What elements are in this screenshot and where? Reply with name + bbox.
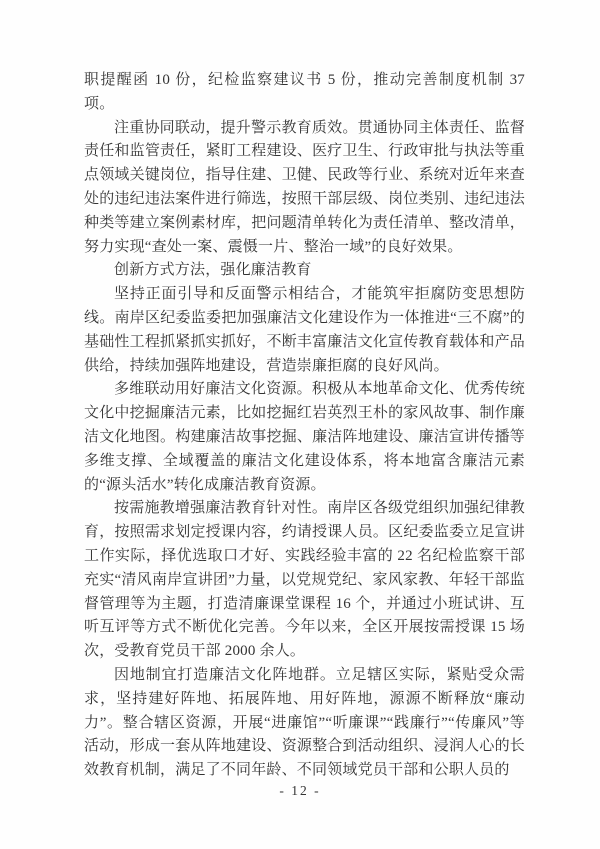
page-number: - 12 -: [279, 783, 321, 798]
paragraph: 多维联动用好廉洁文化资源。积极从本地革命文化、优秀传统文化中挖掘廉洁元素，比如挖掘红岩英烈王朴的家风故事、制作廉洁文化地图。构建廉洁故事挖掘、廉洁阵地建设、廉洁宣讲传播等多维支撑、全域覆盖的廉洁文化建设体系，将本地富含廉洁元素的“源头活水”转化成廉洁教育资源。: [84, 381, 525, 493]
document-body: [84, 69, 525, 783]
paragraph: 按需施教增强廉洁教育针对性。南岸区各级党组织加强纪律教育，按照需求划定授课内容，约请授课人员。区纪委监委立足宣讲工作实际，择优选取口才好、实践经验丰富的 22 名纪检监察干部充实“清风南岸宣讲团”力量，以党规党纪、家风家教、年轻干部监督管理等为主题，打造清廉课堂课程 16 个，并通过小班试讲、互听互评等方式不断优化完善。今年以来，全区开展按需授课 15 场次，受教育党员干部 2000 余人。: [84, 500, 525, 660]
paragraph: 因地制宜打造廉洁文化阵地群。立足辖区实际，紧贴受众需求，坚持建好阵地、拓展阵地、用好阵地，源源不断释放“廉动力”。整合辖区资源，开展“进廉馆”“听廉课”“践廉行”“传廉风”等活动，形成一套从阵地建设、资源整合到活动组织、浸润人心的长效教育机制，满足了不同年龄、不同领域党员干部和公职人员的: [84, 666, 525, 779]
paragraph: 坚持正面引导和反面警示相结合，才能筑牢拒腐防变思想防线。南岸区纪委监委把加强廉洁文化建设作为一体推进“三不腐”的基础性工程抓紧抓实抓好，不断丰富廉洁文化宣传教育载体和产品供给，持续加强阵地建设，营造崇廉拒腐的良好风尚。: [84, 286, 525, 374]
paragraph: 注重协同联动，提升警示教育质效。贯通协同主体责任、监督责任和监管责任，紧盯工程建设、医疗卫生、行政审批与执法等重点领域关键岗位，指导住建、卫健、民政等行业、系统对近年来查处的违纪违法案件进行筛选，按照干部层级、岗位类别、违纪违法种类等建立案例素材库，把问题清单转化为责任清单、整改清单，努力实现“查处一案、震慑一片、整治一域”的良好效果。: [84, 119, 525, 255]
paragraph-continuation: 职提醒函 10 份，纪检监察建议书 5 份，推动完善制度机制 37 项。: [84, 72, 525, 112]
section-heading: 创新方式方法，强化廉洁教育: [114, 262, 312, 279]
